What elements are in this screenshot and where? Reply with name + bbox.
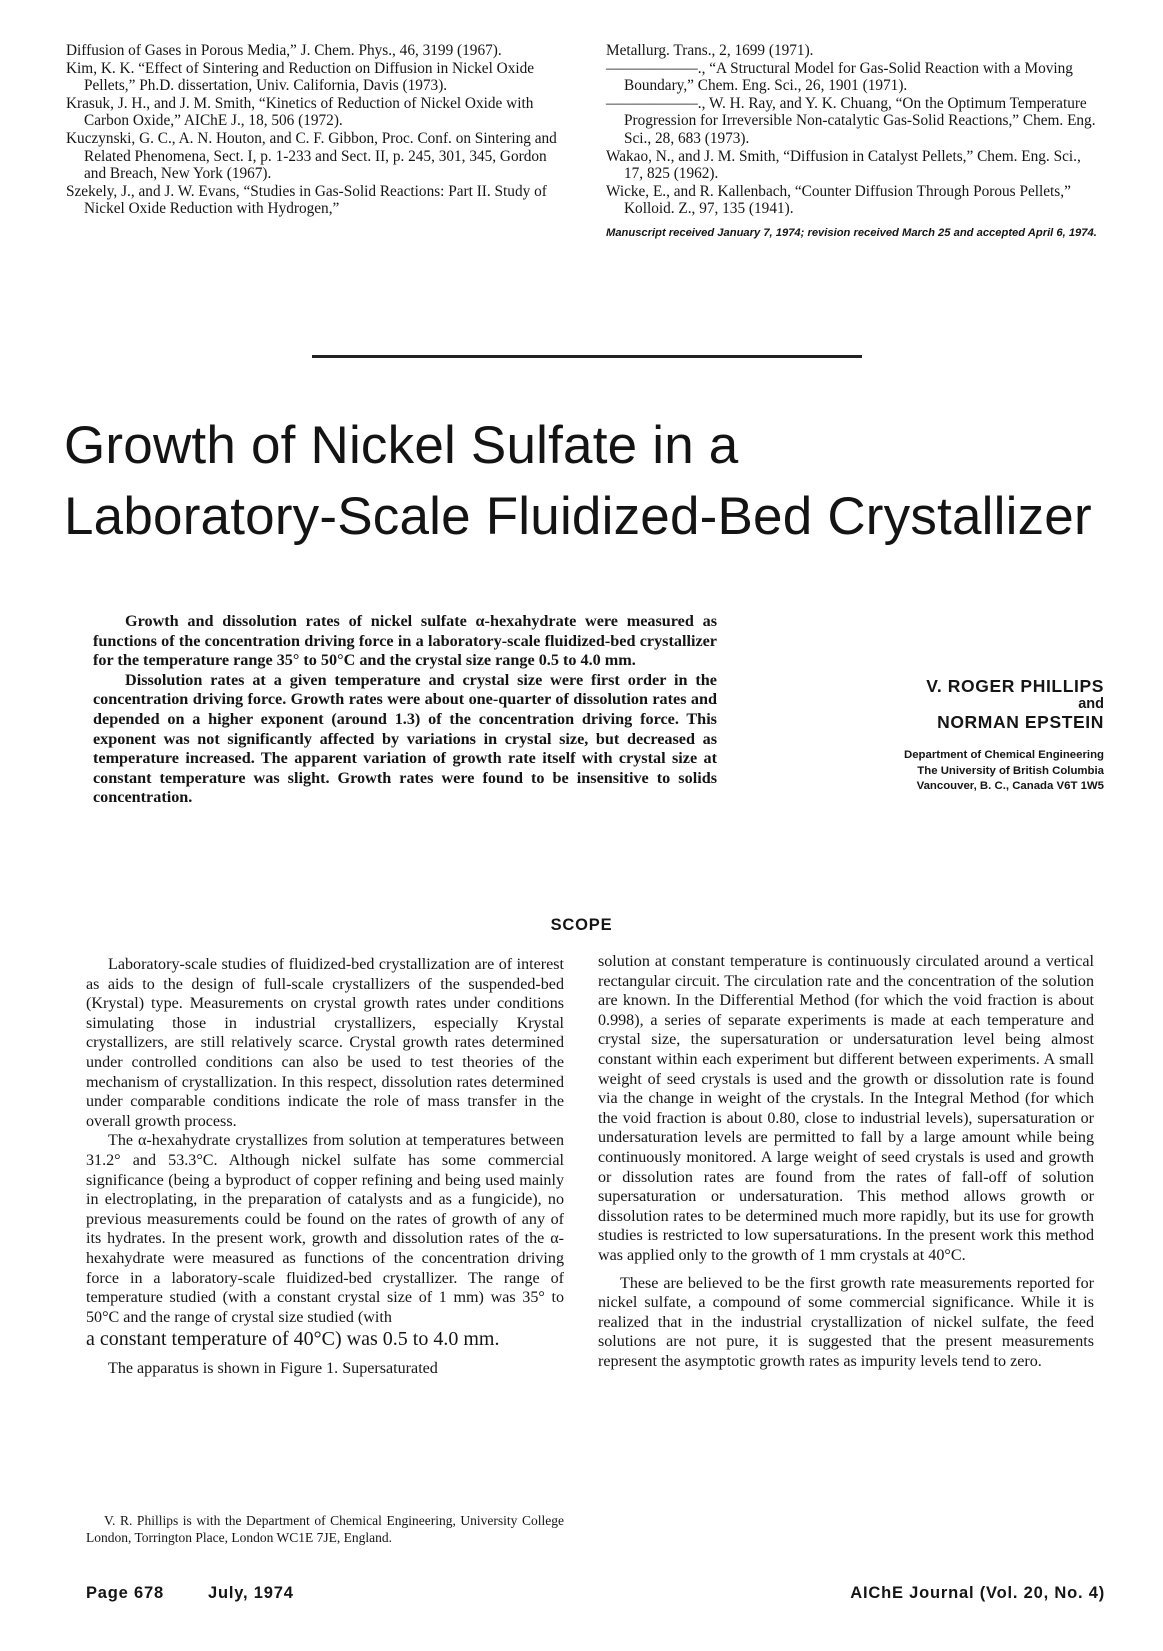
reference-entry: Szekely, J., and J. W. Evans, “Studies in Gas-Solid Reactions: Part II. Study of Nickel Oxide Reduction with Hydrogen,”: [66, 182, 547, 218]
journal-citation: AIChE Journal (Vol. 20, No. 4): [850, 1584, 1105, 1602]
footnote-text: V. R. Phillips is with the Department of Chemical Engineering, University College London, Torrington Place, London WC1E 7JE, England.: [86, 1513, 564, 1545]
body-paragraph: The apparatus is shown in Figure 1. Supersaturated: [108, 1360, 438, 1378]
abstract-paragraph: Dissolution rates at a given temperature and crystal size were first order in the concentration driving force. Growth rates were about one-quarter of dissolution rates and depended on a higher exponent (around 1.3) of the concentration driving force. This exponent was not significantly affected by variations in crystal size, but decreased as temperature increased. The apparent variation of growth rate itself with crystal size at constant temperature was slight. Growth rates were found to be insensitive to solids concentration.: [93, 670, 717, 807]
abstract: [93, 612, 717, 808]
body-paragraph: The α-hexahydrate crystallizes from solution at temperatures between 31.2° and 53.3°C. Although nickel sulfate has some commercial significance (being a byproduct of copper refining and being used mainly in electroplating, in the preparation of catalysts and as a fungicide), no previous measurements could be found on the rates of growth of any of its hydrates. In the present work, growth and dissolution rates of the α-hexahydrate were measured as functions of the concentration driving force in a laboratory-scale fluidized-bed crystallizer. The range of temperature studied (with a constant crystal size of 1 mm) was 35° to 50°C and the range of crystal size studied (with: [86, 1132, 564, 1326]
reference-entry: Wakao, N., and J. M. Smith, “Diffusion in Catalyst Pellets,” Chem. Eng. Sci., 17, 825 (1962).: [606, 147, 1081, 183]
issue-date: July, 1974: [208, 1584, 294, 1602]
author-conjunction: and: [1078, 696, 1104, 712]
reference-entry: ——————., W. H. Ray, and Y. K. Chuang, “On the Optimum Temperature Progression for Irreversible Non-catalytic Gas-Solid Reactions,” Chem. Eng. Sci., 28, 683 (1973).: [606, 94, 1096, 147]
title-line-2: Laboratory-Scale Fluidized-Bed Crystallizer: [64, 487, 1092, 546]
body-paragraph: a constant temperature of 40°C) was 0.5 to 4.0 mm.: [86, 1328, 500, 1351]
affiliation-line: The University of British Columbia: [917, 764, 1104, 777]
author-affiliation: [790, 748, 1104, 795]
scope-left-column: [86, 955, 564, 1379]
reference-entry: Diffusion of Gases in Porous Media,” J. Chem. Phys., 46, 3199 (1967).: [66, 42, 502, 59]
title-line-1: Growth of Nickel Sulfate in a: [64, 416, 739, 475]
reference-entry: ——————., “A Structural Model for Gas-Solid Reaction with a Moving Boundary,” Chem. Eng. Sci., 26, 1901 (1971).: [606, 59, 1073, 95]
body-paragraph: These are believed to be the first growth rate measurements reported for nickel sulfate, a compound of some commercial significance. While it is realized that in the industrial crystallization of nickel sulfate, the feed solutions are not pure, it is suggested that the present measurements represent the asymptotic growth rates as impurity levels tend to zero.: [598, 1274, 1094, 1370]
body-paragraph: solution at constant temperature is continuously circulated around a vertical rectangular circuit. The circulation rate and the concentration of the solution are known. In the Differential Method (for which the void fraction is about 0.998), a series of separate experiments is made at each temperature and crystal size, the supersaturation or undersaturation level being almost constant within each experiment but different between experiments. A small weight of seed crystals is used and the growth or dissolution rate is found via the change in weight of the crystals. In the Integral Method (for which the void fraction is about 0.80, close to industrial levels), supersaturation or undersaturation levels are permitted to fall by a large amount while being continuously monitored. A large weight of seed crystals is used and growth or dissolution rates are found from the rates of fall-off of solution supersaturation or undersaturation. This method allows growth or dissolution rates to be determined much more rapidly, but its use for growth studies is restricted to low supersaturations. In the present work this method was applied only to the growth of 1 mm crystals at 40°C.: [598, 953, 1094, 1264]
affiliation-line: Vancouver, B. C., Canada V6T 1W5: [916, 780, 1104, 793]
reference-entry: Wicke, E., and R. Kallenbach, “Counter Diffusion Through Porous Pellets,” Kolloid. Z., 97, 135 (1941).: [606, 182, 1071, 218]
author-name: NORMAN EPSTEIN: [937, 712, 1104, 732]
reference-entry: Kuczynski, G. C., A. N. Houton, and C. F. Gibbon, Proc. Conf. on Sintering and Related Phenomena, Sect. I, p. 1-233 and Sect. II, p. 245, 301, 345, Gordon and Breach, New York (1967).: [66, 129, 557, 183]
body-paragraph: Laboratory-scale studies of fluidized-bed crystallization are of interest as aids to the design of full-scale crystallizers of the suspended-bed (Krystal) type. Measurements on crystal growth rates under conditions simulating those in industrial crystallizers, especially Krystal crystallizers, are still relatively scarce. Crystal growth rates determined under controlled conditions can also be used to test theories of the mechanism of crystallization. In this respect, dissolution rates determined under comparable conditions indicate the role of mass transfer in the overall growth process.: [86, 956, 564, 1130]
author-name: V. ROGER PHILLIPS: [926, 676, 1104, 696]
reference-entry: Kim, K. K. “Effect of Sintering and Reduction on Diffusion in Nickel Oxide Pellets,” Ph.D. dissertation, Univ. California, Davis (1973).: [66, 59, 535, 95]
scope-heading: SCOPE: [550, 916, 613, 934]
references-left-column: [66, 42, 566, 218]
manuscript-received-note: Manuscript received January 7, 1974; revision received March 25 and accepted April 6, 1974.: [606, 226, 1097, 239]
references-right-column: [606, 42, 1103, 240]
article-title: [64, 410, 1124, 552]
abstract-paragraph: Growth and dissolution rates of nickel sulfate α-hexahydrate were measured as functions of the concentration driving force in a laboratory-scale fluidized-bed crystallizer for the temperature range 35° to 50°C and the crystal size range 0.5 to 4.0 mm.: [93, 612, 717, 670]
reference-entry: Metallurg. Trans., 2, 1699 (1971).: [606, 42, 814, 59]
affiliation-line: Department of Chemical Engineering: [903, 749, 1104, 761]
author-footnote: [86, 1513, 564, 1546]
title-divider: [312, 355, 862, 358]
page-number: Page 678: [86, 1584, 164, 1602]
scope-right-column: [598, 952, 1094, 1371]
author-block: [790, 675, 1104, 795]
reference-entry: Krasuk, J. H., and J. M. Smith, “Kinetics of Reduction of Nickel Oxide with Carbon Oxide,” AIChE J., 18, 506 (1972).: [66, 94, 534, 130]
